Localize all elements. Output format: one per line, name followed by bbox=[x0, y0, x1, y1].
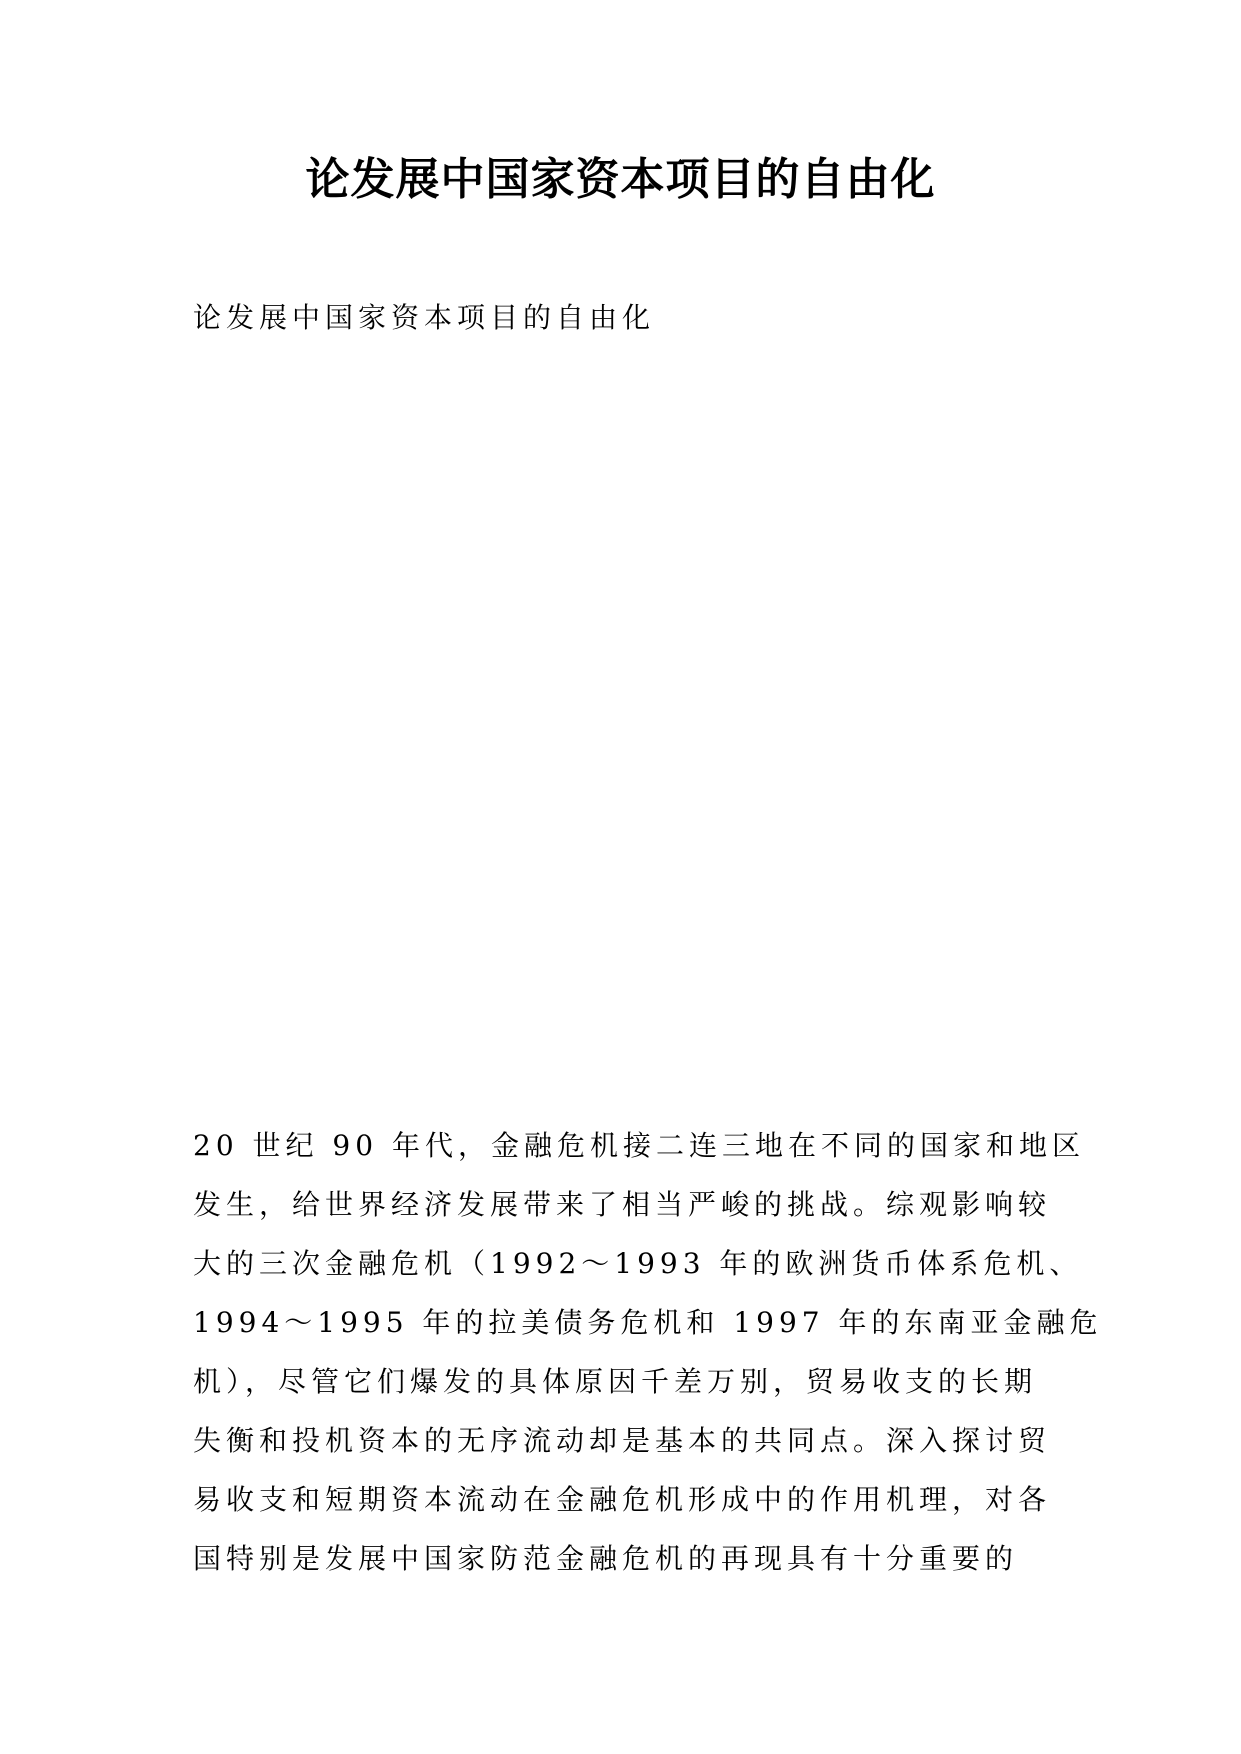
body-line: 大的三次金融危机（1992～1993 年的欧洲货币体系危机、 bbox=[193, 1247, 1083, 1280]
document-title: 论发展中国家资本项目的自由化 bbox=[305, 154, 936, 205]
document-subtitle: 论发展中国家资本项目的自由化 bbox=[193, 301, 656, 334]
body-paragraph bbox=[193, 1116, 1103, 1588]
body-line: 1994～1995 年的拉美债务危机和 1997 年的东南亚金融危 bbox=[193, 1306, 1103, 1339]
body-line: 20 世纪 90 年代，金融危机接二连三地在不同的国家和地区 bbox=[193, 1129, 1085, 1162]
body-line: 发生，给世界经济发展带来了相当严峻的挑战。综观影响较 bbox=[193, 1188, 1052, 1221]
body-line: 国特别是发展中国家防范金融危机的再现具有十分重要的 bbox=[193, 1542, 1019, 1575]
body-line: 易收支和短期资本流动在金融危机形成中的作用机理，对各 bbox=[193, 1483, 1052, 1516]
body-line: 失衡和投机资本的无序流动却是基本的共同点。深入探讨贸 bbox=[193, 1424, 1052, 1457]
body-line: 机），尽管它们爆发的具体原因千差万别，贸易收支的长期 bbox=[193, 1365, 1038, 1398]
